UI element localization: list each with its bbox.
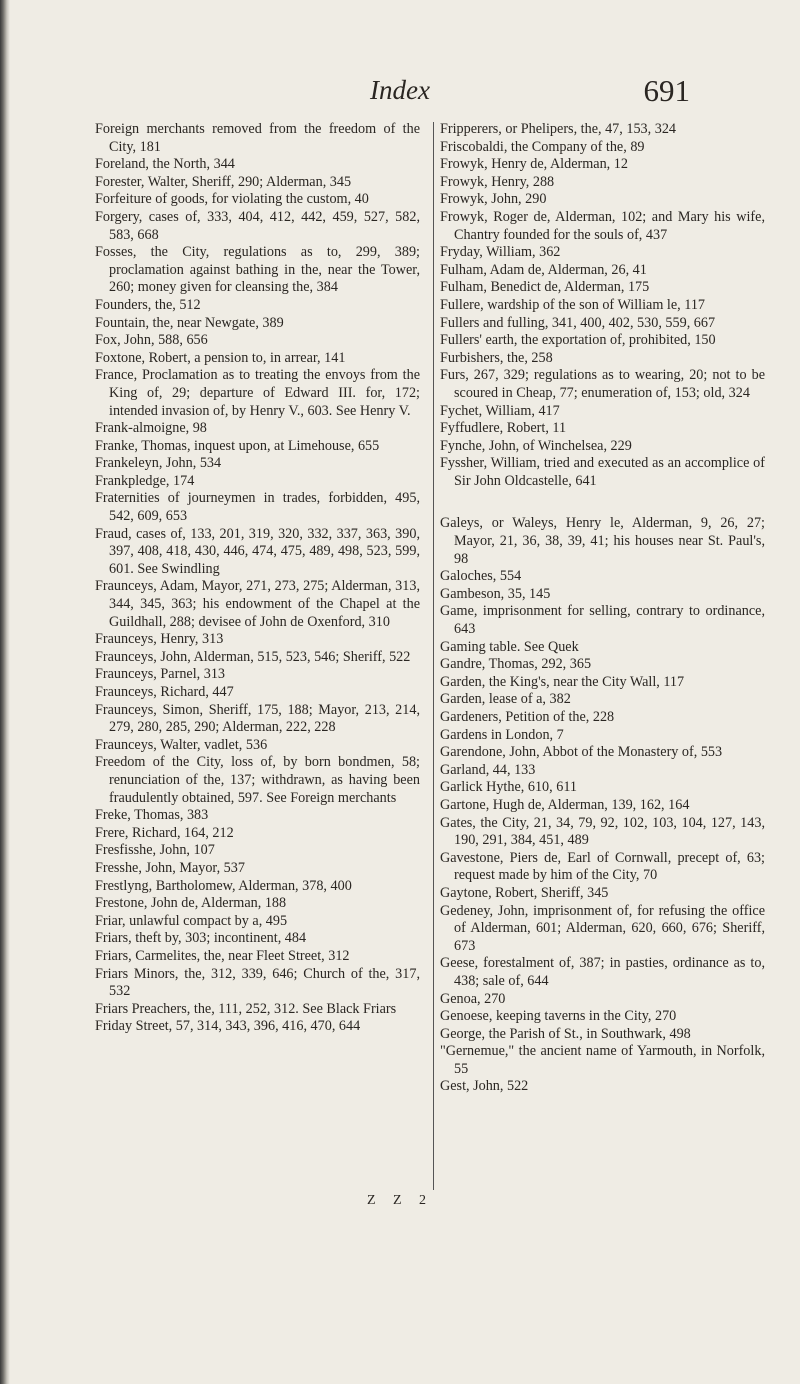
right-column xyxy=(440,121,765,1096)
index-entry: Fraunceys, Henry, 313 xyxy=(95,631,224,648)
index-entry: Gandre, Thomas, 292, 365 xyxy=(440,656,592,673)
index-entry: Fountain, the, near Newgate, 389 xyxy=(95,314,284,331)
index-entry: Friday Street, 57, 314, 343, 396, 416, 470, 644 xyxy=(95,1018,361,1035)
index-entry: Foxtone, Robert, a pension to, in arrear, 141 xyxy=(95,349,346,366)
index-entry: Furbishers, the, 258 xyxy=(440,349,553,366)
index-entry: Fripperers, or Phelipers, the, 47, 153, 324 xyxy=(440,121,677,137)
index-entry: Fullere, wardship of the son of William le, 117 xyxy=(440,296,706,313)
index-entry: Foreign merchants removed from the freedom of the City, 181 xyxy=(95,121,420,155)
index-entry: Fraunceys, Richard, 447 xyxy=(95,684,234,700)
index-entry: Fraunceys, John, Alderman, 515, 523, 546; Sheriff, 522 xyxy=(95,648,411,665)
index-entry: Gest, John, 522 xyxy=(440,1078,529,1095)
index-entry: Friars Preachers, the, 111, 252, 312. See Black Friars xyxy=(95,1000,397,1017)
index-entry: Gavestone, Piers de, Earl of Cornwall, precept of, 63; request made by him of the City, 70 xyxy=(440,849,765,884)
left-column xyxy=(95,121,420,1036)
index-entry: Gaming table. See Quek xyxy=(440,638,579,655)
index-entry: Fraunceys, Simon, Sheriff, 175, 188; Mayor, 213, 214, 279, 280, 285, 290; Alderman, 222, 228 xyxy=(95,701,420,736)
index-entry: Fraunceys, Adam, Mayor, 271, 273, 275; Alderman, 313, 344, 345, 363; his endowment of the Chapel at the Guildhall, 288; devisee of John de Oxenford, 310 xyxy=(95,578,420,630)
right-column-g-entries xyxy=(440,515,765,1096)
index-entry: Frestone, John de, Alderman, 188 xyxy=(95,895,287,912)
index-entry: Fullers' earth, the exportation of, prohibited, 150 xyxy=(440,332,716,349)
index-entry: Fox, John, 588, 656 xyxy=(95,332,208,349)
index-entry: Galoches, 554 xyxy=(440,568,522,585)
index-entry: Genoese, keeping taverns in the City, 270 xyxy=(440,1008,677,1025)
index-entry: Friar, unlawful compact by a, 495 xyxy=(95,912,288,929)
index-entry: Frowyk, Henry de, Alderman, 12 xyxy=(440,156,628,173)
index-entry: Fryday, William, 362 xyxy=(440,244,561,261)
index-entry: Furs, 267, 329; regulations as to wearing, 20; not to be scoured in Cheap, 77; enumeration of, 153; old, 324 xyxy=(440,367,765,401)
index-entry: Galeys, or Waleys, Henry le, Alderman, 9, 26, 27; Mayor, 21, 36, 38, 39, 41; his houses near St. Paul's, 98 xyxy=(440,515,765,567)
index-entry: Fulham, Adam de, Alderman, 26, 41 xyxy=(440,261,647,278)
index-entry: Game, imprisonment for selling, contrary to ordinance, 643 xyxy=(440,603,765,638)
index-entry: Founders, the, 512 xyxy=(95,296,201,313)
index-entry: Fyffudlere, Robert, 11 xyxy=(440,420,567,437)
index-entry: Frere, Richard, 164, 212 xyxy=(95,824,234,841)
index-entry: Frowyk, Henry, 288 xyxy=(440,173,555,190)
index-entry: Gambeson, 35, 145 xyxy=(440,585,551,602)
index-entry: Fyssher, William, tried and executed as an accomplice of Sir John Oldcastelle, 641 xyxy=(440,455,765,489)
index-entry: George, the Parish of St., in Southwark, 498 xyxy=(440,1025,691,1042)
index-entry: Freedom of the City, loss of, by born bondmen, 58; renunciation of the, 137; withdrawn, as having been fraudulently obtained, 597. See Foreign merchants xyxy=(95,754,420,806)
index-entry: Garland, 44, 133 xyxy=(440,761,536,778)
index-entry: Fraternities of journeymen in trades, forbidden, 495, 542, 609, 653 xyxy=(95,490,420,525)
page-number: 691 xyxy=(643,73,690,108)
index-entry: Forfeiture of goods, for violating the custom, 40 xyxy=(95,191,369,208)
index-entry: Fychet, William, 417 xyxy=(440,402,560,419)
index-entry: Frankpledge, 174 xyxy=(95,472,195,489)
index-entry: Fullers and fulling, 341, 400, 402, 530, 559, 667 xyxy=(440,314,716,331)
index-entry: Fosses, the City, regulations as to, 299, 389; proclamation against bathing in the, near the Tower, 260; money given for cleansing the, 384 xyxy=(95,244,420,296)
index-entry: Frestlyng, Bartholomew, Alderman, 378, 400 xyxy=(95,877,352,894)
index-entry: Garlick Hythe, 610, 611 xyxy=(440,779,577,796)
index-entry: Fraunceys, Walter, vadlet, 536 xyxy=(95,736,268,753)
index-entry: Frowyk, John, 290 xyxy=(440,191,547,208)
index-entry: Frowyk, Roger de, Alderman, 102; and Mary his wife, Chantry founded for the souls of, 437 xyxy=(440,208,765,243)
column-divider xyxy=(433,122,434,1190)
index-entry: Freke, Thomas, 383 xyxy=(95,807,209,824)
index-entry: Fraunceys, Parnel, 313 xyxy=(95,666,226,683)
index-entry: Geese, forestalment of, 387; in pasties, ordinance as to, 438; sale of, 644 xyxy=(440,955,765,989)
index-entry: Frankeleyn, John, 534 xyxy=(95,455,222,472)
index-entry: Fraud, cases of, 133, 201, 319, 320, 332, 337, 363, 390, 397, 408, 418, 430, 446, 474, 475, 489, 498, 523, 599, 601. See Swindling xyxy=(95,525,420,577)
page-title: Index xyxy=(370,75,430,105)
index-entry: Gartone, Hugh de, Alderman, 139, 162, 164 xyxy=(440,796,690,813)
index-entry: Fulham, Benedict de, Alderman, 175 xyxy=(440,279,650,296)
index-entry: Franke, Thomas, inquest upon, at Limehouse, 655 xyxy=(95,437,380,454)
index-entry: Forester, Walter, Sheriff, 290; Alderman, 345 xyxy=(95,173,352,190)
scan-edge xyxy=(0,0,10,1384)
index-entry: Fynche, John, of Winchelsea, 229 xyxy=(440,437,632,454)
index-entry: Garden, lease of a, 382 xyxy=(440,691,571,708)
index-entry: Genoa, 270 xyxy=(440,990,506,1007)
index-entry: Gardeners, Petition of the, 228 xyxy=(440,709,615,725)
index-entry: Gates, the City, 21, 34, 79, 92, 102, 103, 104, 127, 143, 190, 291, 384, 451, 489 xyxy=(440,814,765,849)
index-entry: France, Proclamation as to treating the envoys from the King of, 29; departure of Edward III. for, 172; intended invasion of, by Henry V., 603. See Henry V. xyxy=(95,367,420,419)
right-column-f-entries xyxy=(440,121,765,490)
index-entry: Fresshe, John, Mayor, 537 xyxy=(95,859,245,876)
index-entry: Fresfisshe, John, 107 xyxy=(95,842,215,859)
index-entry: Frank-almoigne, 98 xyxy=(95,420,207,437)
index-entry: Gedeney, John, imprisonment of, for refusing the office of Alderman, 601; Alderman, 620, 660, 676; Sheriff, 673 xyxy=(440,902,765,954)
index-entry: "Gernemue," the ancient name of Yarmouth, in Norfolk, 55 xyxy=(440,1043,765,1077)
index-entry: Friars Minors, the, 312, 339, 646; Church of the, 317, 532 xyxy=(95,965,420,1000)
index-entry: Foreland, the North, 344 xyxy=(95,156,235,173)
index-entry: Forgery, cases of, 333, 404, 412, 442, 459, 527, 582, 583, 668 xyxy=(95,208,420,243)
index-entry: Friscobaldi, the Company of the, 89 xyxy=(440,138,645,155)
index-entry: Friars, Carmelites, the, near Fleet Street, 312 xyxy=(95,947,350,964)
page-header xyxy=(0,75,800,115)
index-entry: Garden, the King's, near the City Wall, 117 xyxy=(440,673,685,690)
index-entry: Gaytone, Robert, Sheriff, 345 xyxy=(440,884,609,901)
signature-mark: Z Z 2 xyxy=(366,1193,434,1208)
index-entry: Gardens in London, 7 xyxy=(440,726,564,743)
index-entry: Garendone, John, Abbot of the Monastery of, 553 xyxy=(440,744,723,761)
index-entry: Friars, theft by, 303; incontinent, 484 xyxy=(95,930,307,947)
